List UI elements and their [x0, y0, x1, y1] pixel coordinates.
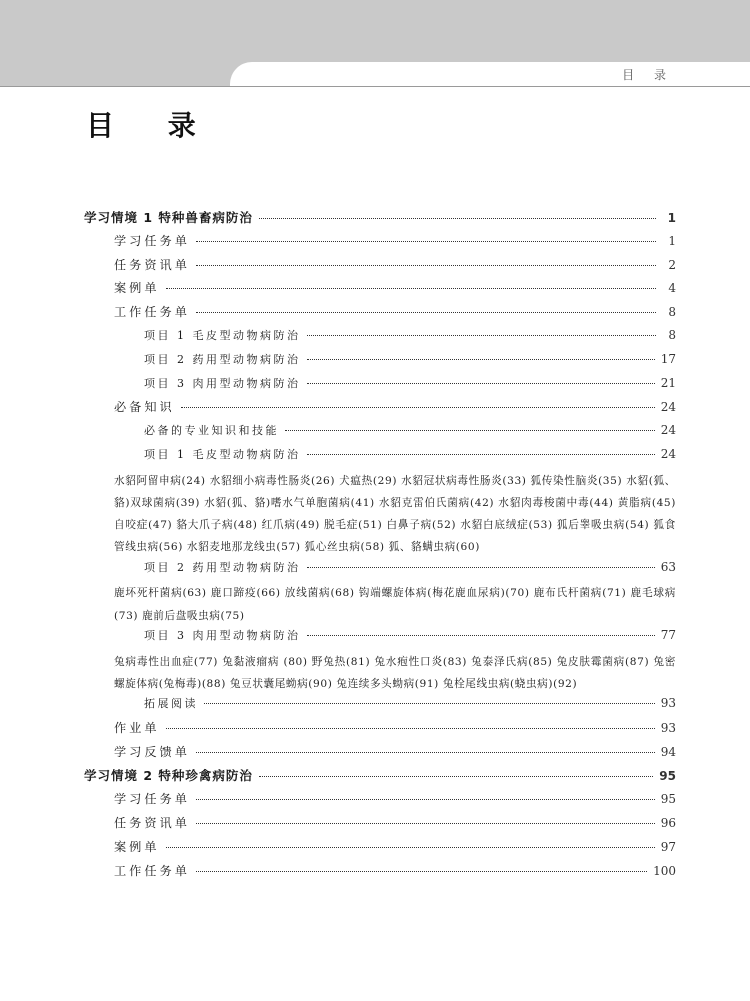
toc-entry[interactable] — [84, 232, 676, 256]
toc-label: 案例单 — [114, 839, 160, 854]
toc-entry[interactable] — [84, 303, 676, 327]
toc-page: 4 — [668, 281, 676, 296]
toc-label: 学习情境 1 特种兽畜病防治 — [84, 210, 253, 225]
toc-chapter-1[interactable] — [84, 208, 676, 232]
toc-label: 必备知识 — [114, 400, 175, 415]
toc-label: 学习情境 2 特种珍禽病防治 — [84, 768, 253, 784]
toc-page: 1 — [667, 211, 676, 225]
toc-entry[interactable] — [84, 719, 676, 743]
disease-list: 水貂阿留申病(24) 水貂细小病毒性肠炎(26) 犬瘟热(29) 水貂冠状病毒性肠炎(33) 狐传染性脑炎(35) 水貂(狐、貉)双球菌病(39) 水貂(狐、貉)嗜水气单胞菌病(41) 水貂克雷伯氏菌病(42) 水貂肉毒梭菌中毒(44) 黄脂病(45) 自咬症(47) 貉大爪子病(48) 红爪病(49) 脱毛症(51) 白鼻子病(52) 水貂白底绒症(53) 狐后睾吸虫病(54) 狐食管线虫病(56) 水貂麦地那龙线虫(57) 狐心丝虫病(58) 狐、貉螨虫病(60) — [114, 474, 676, 554]
toc-entry[interactable] — [84, 838, 676, 862]
toc-label: 学习任务单 — [114, 233, 190, 248]
toc-subentry[interactable] — [84, 327, 676, 351]
toc-page: 8 — [668, 305, 676, 320]
toc-page: 21 — [660, 375, 676, 390]
toc-page: 95 — [660, 792, 676, 807]
leader-dots — [259, 218, 656, 219]
leader-dots — [204, 703, 655, 704]
toc-page: 17 — [660, 351, 676, 366]
toc-label: 拓展阅读 — [144, 696, 198, 710]
leader-dots — [307, 335, 657, 336]
toc-label: 工作任务单 — [114, 305, 190, 320]
leader-dots — [285, 430, 655, 431]
toc-label: 学习任务单 — [114, 792, 190, 807]
toc-entry[interactable] — [84, 743, 676, 767]
toc-label: 案例单 — [114, 281, 160, 296]
toc-label: 任务资讯单 — [114, 257, 190, 272]
leader-dots — [166, 288, 656, 289]
toc-label: 必备的专业知识和技能 — [144, 424, 279, 438]
toc-label: 项目 3 肉用型动物病防治 — [144, 628, 301, 642]
toc-subentry[interactable] — [84, 559, 676, 583]
leader-dots — [196, 799, 655, 800]
toc-page: 24 — [660, 400, 676, 415]
toc-page: 77 — [660, 627, 676, 642]
toc-chapter-2[interactable] — [84, 766, 676, 790]
toc-page: 24 — [660, 423, 676, 438]
toc-subentry[interactable] — [84, 446, 676, 470]
leader-dots — [166, 728, 655, 729]
leader-dots — [307, 359, 655, 360]
leader-dots — [196, 312, 656, 313]
leader-dots — [307, 567, 655, 568]
leader-dots — [307, 383, 655, 384]
toc-label: 作业单 — [114, 720, 160, 735]
leader-dots — [196, 823, 655, 824]
toc-page: 24 — [660, 446, 676, 461]
disease-list: 鹿坏死杆菌病(63) 鹿口蹄疫(66) 放线菌病(68) 钩端螺旋体病(梅花鹿血尿病)(70) 鹿布氏杆菌病(71) 鹿毛球病(73) 鹿前后盘吸虫病(75) — [114, 587, 676, 622]
toc-page: 100 — [653, 863, 676, 878]
toc-page: 93 — [660, 720, 676, 735]
toc-page: 96 — [660, 815, 676, 830]
table-of-contents — [84, 208, 676, 885]
toc-page: 94 — [660, 744, 676, 759]
running-head: 目 录 — [622, 68, 674, 82]
toc-label: 项目 2 药用型动物病防治 — [144, 352, 301, 366]
leader-dots — [259, 776, 653, 777]
toc-subentry[interactable] — [84, 695, 676, 719]
toc-label: 任务资讯单 — [114, 815, 190, 830]
toc-page: 63 — [660, 559, 676, 574]
toc-label: 项目 1 毛皮型动物病防治 — [144, 328, 301, 342]
toc-entry[interactable] — [84, 814, 676, 838]
toc-subentry[interactable] — [84, 627, 676, 651]
toc-page: 2 — [668, 257, 676, 272]
toc-entry[interactable] — [84, 256, 676, 280]
toc-entry[interactable] — [84, 862, 676, 886]
leader-dots — [307, 454, 655, 455]
toc-subentry[interactable] — [84, 351, 676, 375]
toc-page: 1 — [668, 233, 676, 248]
toc-entry[interactable] — [84, 790, 676, 814]
leader-dots — [166, 847, 655, 848]
toc-page: 8 — [668, 327, 676, 342]
toc-subentry[interactable] — [84, 422, 676, 446]
leader-dots — [196, 265, 656, 266]
leader-dots — [196, 752, 655, 753]
toc-entry[interactable] — [84, 398, 676, 422]
leader-dots — [307, 635, 655, 636]
toc-page: 93 — [660, 695, 676, 710]
toc-label: 工作任务单 — [114, 863, 190, 878]
toc-page: 97 — [660, 839, 676, 854]
toc-subentry[interactable] — [84, 375, 676, 399]
toc-page: 95 — [659, 769, 676, 784]
leader-dots — [181, 407, 655, 408]
toc-label: 学习反馈单 — [114, 744, 190, 759]
toc-label: 项目 1 毛皮型动物病防治 — [144, 447, 301, 461]
toc-label: 项目 2 药用型动物病防治 — [144, 560, 301, 574]
leader-dots — [196, 871, 647, 872]
leader-dots — [196, 241, 656, 242]
header-rule — [0, 86, 750, 87]
toc-label: 项目 3 肉用型动物病防治 — [144, 376, 301, 390]
disease-list: 兔病毒性出血症(77) 兔黏液瘤病 (80) 野兔热(81) 兔水疱性口炎(83) 兔泰泽氏病(85) 兔皮肤霉菌病(87) 兔密螺旋体病(兔梅毒)(88) 兔豆状囊尾蚴病(90) 兔连续多头蚴病(91) 兔栓尾线虫病(蛲虫病)(92) — [114, 655, 676, 690]
page-title: 目 录 — [86, 109, 218, 142]
toc-entry[interactable] — [84, 279, 676, 303]
